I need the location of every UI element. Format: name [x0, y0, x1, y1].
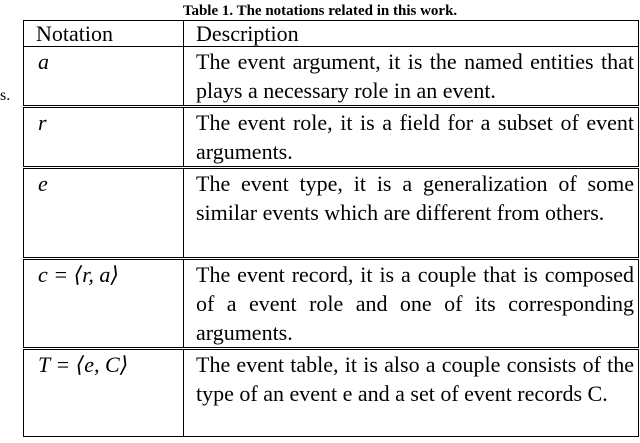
notation-cell: e [24, 168, 184, 259]
description-cell: The event type, it is a generalization of some similar events which are different from others. [184, 168, 639, 259]
table-row [24, 47, 639, 107]
table-row [24, 168, 639, 259]
description-cell: The event argument, it is the named entities that plays a necessary role in an event. [184, 47, 639, 107]
notation-cell: a [24, 47, 184, 107]
notation-cell: r [24, 107, 184, 168]
table-row [24, 259, 639, 349]
table-row [24, 349, 639, 437]
column-header-description: Description [184, 21, 639, 47]
description-cell: The event table, it is also a couple consists of the type of an event e and a set of event records C. [184, 349, 639, 437]
description-cell: The event record, it is a couple that is composed of a event role and one of its corresponding arguments. [184, 259, 639, 349]
table-header-row [24, 21, 639, 47]
notation-cell: c = ⟨r, a⟩ [24, 259, 184, 349]
notation-table [23, 20, 639, 437]
table-row [24, 107, 639, 168]
table-caption: Table 1. The notations related in this work. [182, 3, 458, 19]
margin-text-fragment: s. [0, 87, 11, 104]
column-header-notation: Notation [24, 21, 184, 47]
notation-cell: T = ⟨e, C⟩ [24, 349, 184, 437]
description-cell: The event role, it is a field for a subset of event arguments. [184, 107, 639, 168]
